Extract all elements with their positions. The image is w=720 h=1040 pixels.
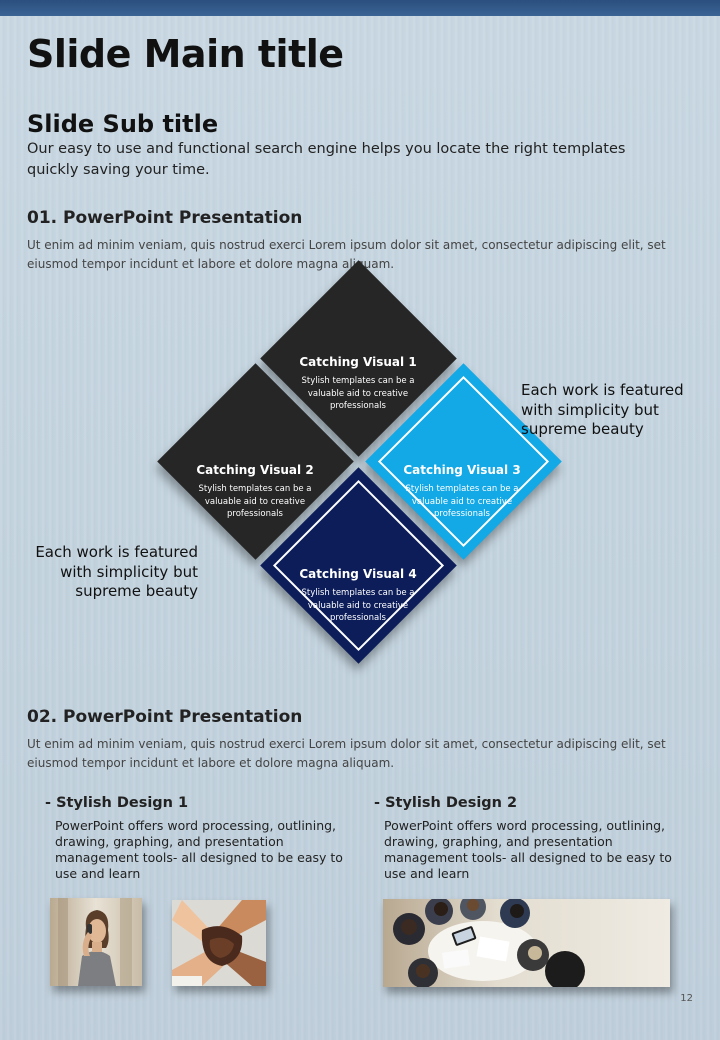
- slide-main-title: Slide Main title: [27, 32, 344, 76]
- visual-3-title: Catching Visual 3: [403, 463, 521, 477]
- photo-team-meeting-image: [383, 899, 670, 987]
- photo-team-meeting: [383, 899, 670, 987]
- note-left: Each work is featured with simplicity but supreme beauty: [35, 543, 198, 600]
- section1-text: Ut enim ad minim veniam, quis nostrud exerci Lorem ipsum dolor sit amet, consectetur adipiscing elit, set eiusmod tempor incidunt et labore et dolore magna aliquam.: [27, 238, 666, 271]
- visual-2-title: Catching Visual 2: [196, 463, 314, 477]
- page-number: 12: [680, 993, 693, 1004]
- section2-title: 02. PowerPoint Presentation: [27, 707, 303, 727]
- visual-4-title: Catching Visual 4: [299, 567, 417, 581]
- design-1-text: PowerPoint offers word processing, outlining, drawing, graphing, and presentation management tools- all designed to be easy to use and learn: [55, 818, 343, 881]
- visual-2-text: [165, 463, 345, 521]
- visual-3-text: [372, 463, 552, 521]
- visual-4-body: Stylish templates can be a valuable aid to creative professionals: [301, 588, 415, 623]
- visual-3-body: Stylish templates can be a valuable aid to creative professionals: [405, 484, 519, 519]
- slide-sub-title: Slide Sub title: [27, 110, 219, 138]
- slide-sub-description: Our easy to use and functional search engine helps you locate the right templates quickly saving your time.: [27, 141, 626, 178]
- photo-team-hands: [172, 900, 266, 986]
- note-right: Each work is featured with simplicity but supreme beauty: [521, 381, 684, 438]
- section2-text: Ut enim ad minim veniam, quis nostrud exerci Lorem ipsum dolor sit amet, consectetur adipiscing elit, set eiusmod tempor incidunt et labore et dolore magna aliquam.: [27, 737, 666, 770]
- section1-title: 01. PowerPoint Presentation: [27, 208, 303, 228]
- design-1-title: - Stylish Design 1: [45, 795, 189, 811]
- top-accent-bar: [0, 0, 720, 16]
- visual-1-body: Stylish templates can be a valuable aid to creative professionals: [301, 376, 415, 411]
- visual-4-text: [268, 567, 448, 625]
- design-2-text: PowerPoint offers word processing, outlining, drawing, graphing, and presentation management tools- all designed to be easy to use and learn: [384, 818, 672, 881]
- visual-2-body: Stylish templates can be a valuable aid to creative professionals: [198, 484, 312, 519]
- photo-businesswoman: [50, 898, 142, 986]
- design-2-title: - Stylish Design 2: [374, 795, 518, 811]
- photo-team-hands-image: [172, 900, 266, 986]
- visual-1-text: [268, 355, 448, 413]
- photo-businesswoman-image: [50, 898, 142, 986]
- visual-1-title: Catching Visual 1: [299, 355, 417, 369]
